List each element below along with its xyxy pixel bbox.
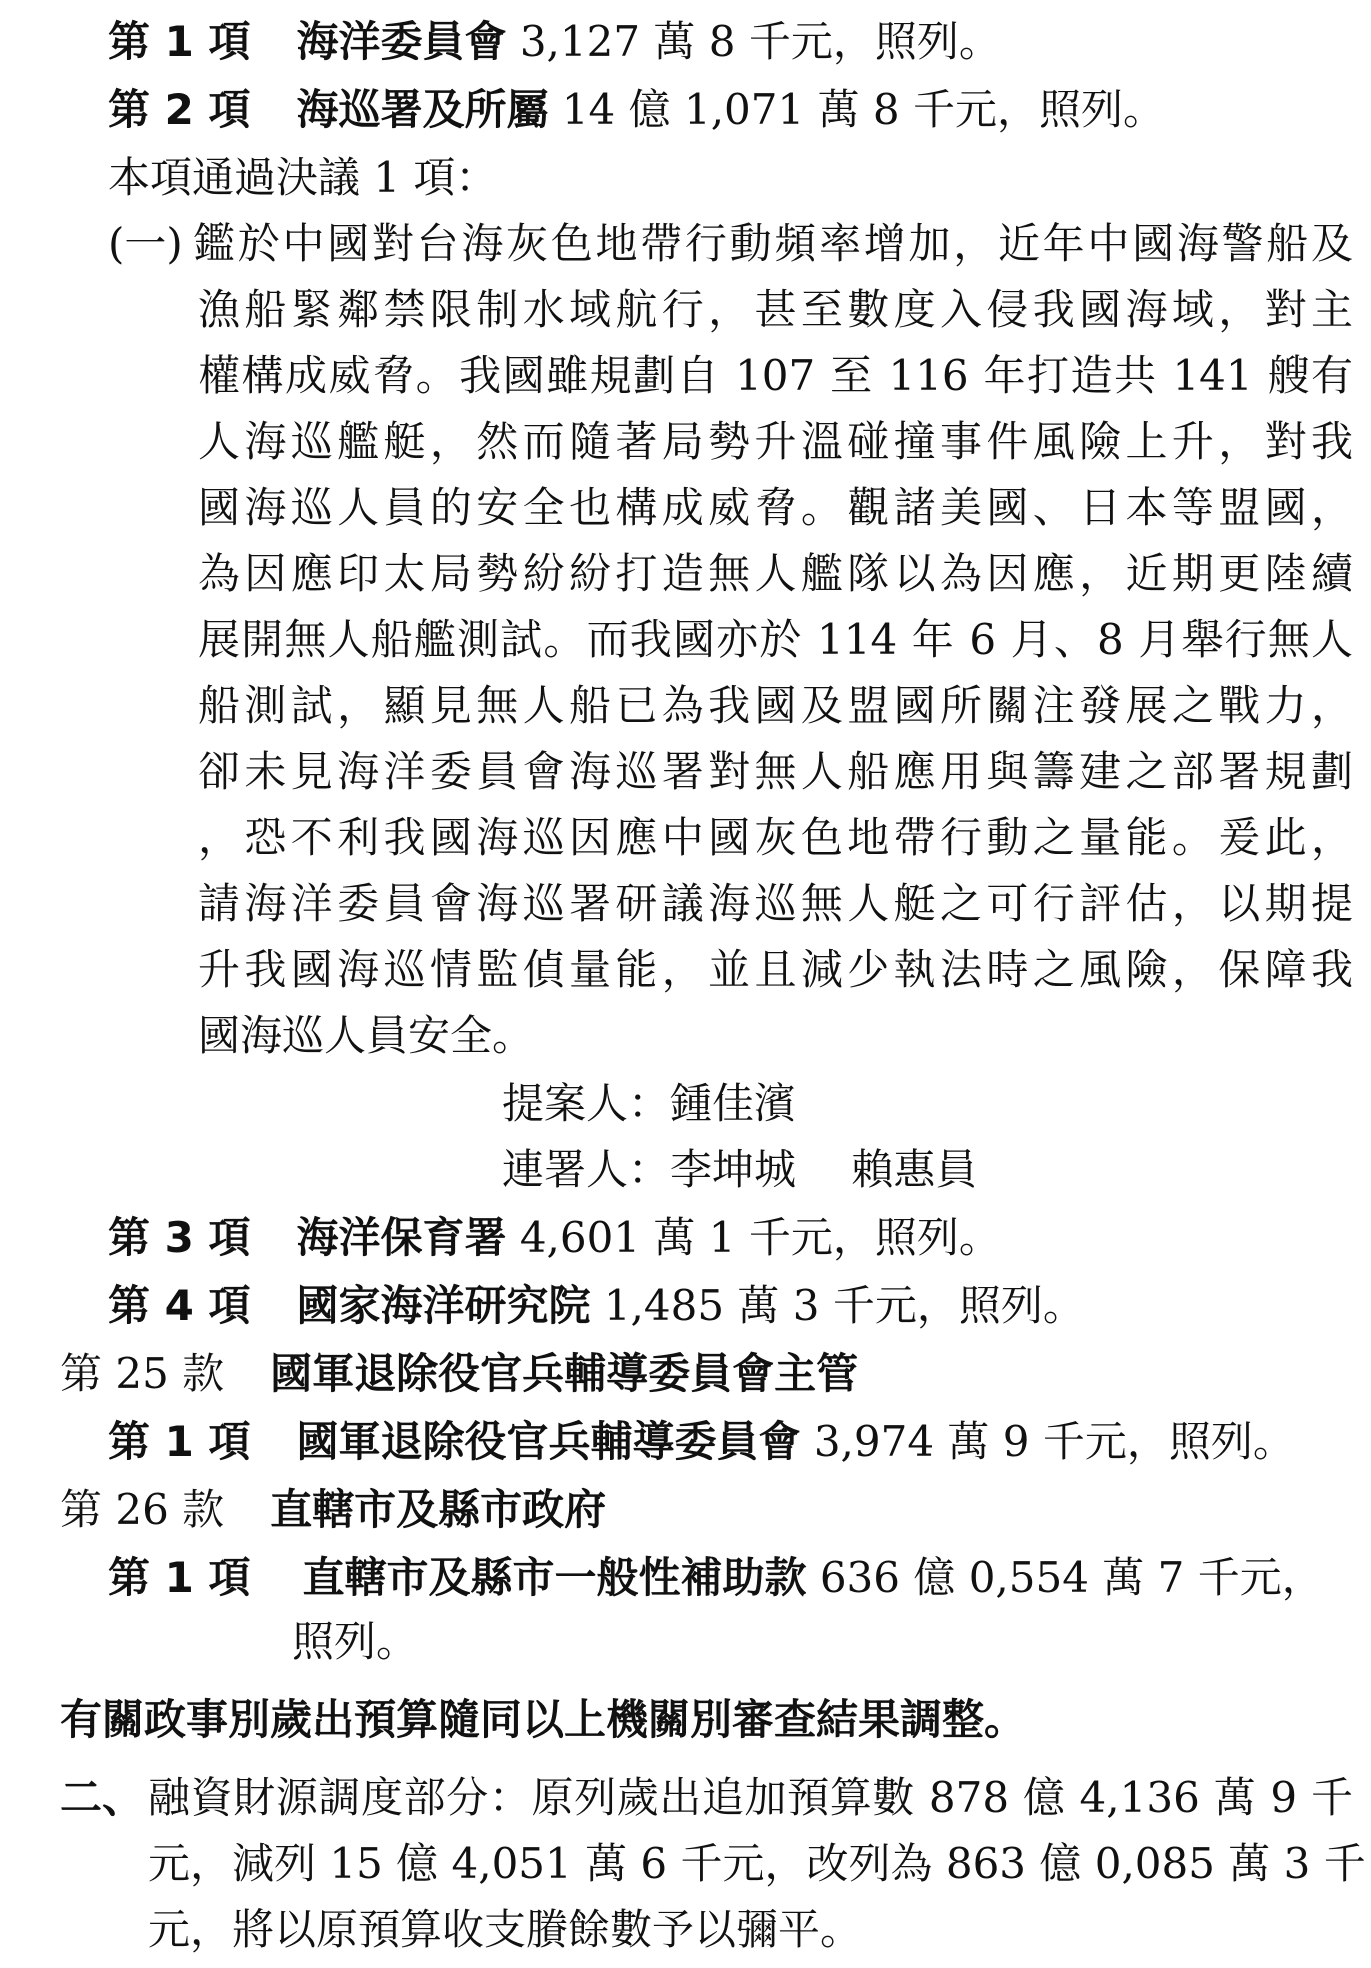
amount-text: 1,485 萬 3 千元，照列。 [590, 1281, 1085, 1330]
agency-name: 海洋委員會 [296, 17, 507, 66]
item-label: 第 1 項 [108, 1553, 251, 1602]
amount-text: 3,127 萬 8 千元，照列。 [506, 17, 1001, 66]
proposer: 提案人：鍾佳濱 [502, 1079, 797, 1128]
section-title: 直轄市及縣市政府 [270, 1485, 607, 1534]
budget-item-local-subsidy-cont: 照列。 [292, 1617, 419, 1666]
amount-text: 4,601 萬 1 千元，照列。 [506, 1213, 1001, 1262]
part-2-marker: 二、 [60, 1773, 145, 1822]
resolution-line: 漁船緊鄰禁限制水域航行，甚至數度入侵我國海域，對主 [198, 285, 1353, 334]
cosigners: 連署人：李坤城 賴惠員 [502, 1145, 978, 1194]
resolution-line: ，恐不利我國海巡因應中國灰色地帶行動之量能。爰此， [198, 813, 1353, 862]
budget-item-local-subsidy [108, 1552, 1324, 1604]
item-label: 第 1 項 [108, 17, 251, 66]
budget-item-ocean-affairs [108, 16, 1001, 68]
amount-text: 14 億 1,071 萬 8 千元，照列。 [548, 85, 1165, 134]
agency-name: 海洋保育署 [296, 1213, 507, 1262]
part-2-line: 元，將以原預算收支賸餘數予以彌平。 [148, 1905, 863, 1954]
resolution-line: 國海巡人員的安全也構成威脅。觀諸美國、日本等盟國， [198, 483, 1353, 532]
section-title: 國軍退除役官兵輔導委員會主管 [270, 1349, 859, 1398]
budget-item-conservation [108, 1212, 1001, 1264]
resolution-line: 船測試，顯見無人船已為我國及盟國所關注發展之戰力， [198, 681, 1353, 730]
section-25-heading [60, 1348, 858, 1400]
resolution-line: 升我國海巡情監偵量能，並且減少執法時之風險，保障我 [198, 945, 1353, 994]
resolution-line: 展開無人船艦測試。而我國亦於 114 年 6 月、8 月舉行無人 [198, 615, 1353, 664]
item-label: 第 4 項 [108, 1281, 251, 1330]
resolution-line: 鑑於中國對台海灰色地帶行動頻率增加，近年中國海警船及 [193, 219, 1353, 268]
budget-item-coast-guard [108, 84, 1165, 136]
section-26-heading [60, 1484, 606, 1536]
resolution-line: 權構成威脅。我國雖規劃自 107 至 116 年打造共 141 艘有 [198, 351, 1353, 400]
agency-name: 直轄市及縣市一般性補助款 [302, 1553, 807, 1602]
item-label: 第 1 項 [108, 1417, 251, 1466]
resolution-marker: (一) [108, 219, 183, 268]
part-2-line: 融資財源調度部分：原列歲出追加預算數 878 億 4,136 萬 9 千 [148, 1773, 1353, 1822]
agency-name: 海巡署及所屬 [296, 85, 549, 134]
agency-name: 國軍退除役官兵輔導委員會 [296, 1417, 801, 1466]
item-label: 第 2 項 [108, 85, 251, 134]
budget-item-veterans [108, 1416, 1295, 1468]
amount-text: 3,974 萬 9 千元，照列。 [800, 1417, 1295, 1466]
amount-text: 636 億 0,554 萬 7 千元， [806, 1553, 1324, 1602]
section-label: 第 26 款 [60, 1485, 225, 1534]
resolution-line: 卻未見海洋委員會海巡署對無人船應用與籌建之部署規劃 [198, 747, 1353, 796]
resolution-line: 為因應印太局勢紛紛打造無人艦隊以為因應，近期更陸續 [198, 549, 1353, 598]
section-label: 第 25 款 [60, 1349, 225, 1398]
resolution-line: 人海巡艦艇，然而隨著局勢升溫碰撞事件風險上升，對我 [198, 417, 1353, 466]
resolution-intro: 本項通過決議 1 項： [108, 153, 498, 202]
agency-name: 國家海洋研究院 [296, 1281, 591, 1330]
item-label: 第 3 項 [108, 1213, 251, 1262]
budget-item-research-institute [108, 1280, 1085, 1332]
resolution-line: 國海巡人員安全。 [198, 1011, 535, 1060]
part-2-line: 元，減列 15 億 4,051 萬 6 千元，改列為 863 億 0,085 萬 3 千 [148, 1839, 1366, 1888]
adjustment-note: 有關政事別歲出預算隨同以上機關別審查結果調整。 [60, 1695, 1027, 1744]
resolution-line: 請海洋委員會海巡署研議海巡無人艇之可行評估，以期提 [198, 879, 1353, 928]
